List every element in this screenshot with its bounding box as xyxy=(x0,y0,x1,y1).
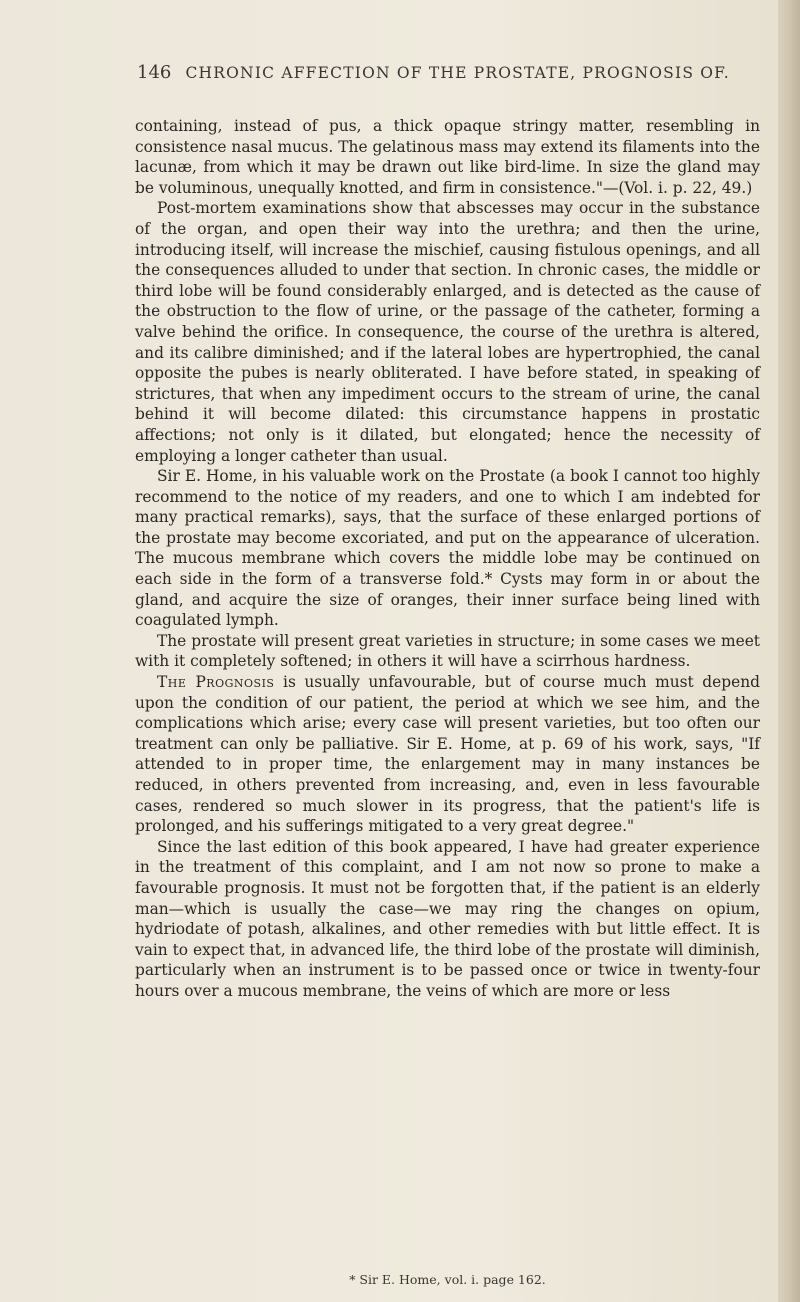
running-header xyxy=(137,62,757,83)
footnote: * Sir E. Home, vol. i. page 162. xyxy=(349,1272,546,1287)
paragraph: Since the last edition of this book appeared, I have had greater experience in the treatment of this complaint, and I am not now so prone to make a favourable prognosis. It must not be forgotten that, if the patient is an elderly man—which is usually the case—we may ring the changes on opium, hydriodate of potash, alkalines, and other remedies with but little effect. It is vain to expect that, in advanced life, the third lobe of the prostate will diminish, particularly when an instrument is to be passed once or twice in twenty-four hours over a mucous membrane, the veins of which are more or less xyxy=(135,837,760,1000)
running-title: CHRONIC AFFECTION OF THE PROSTATE, PROGNOSIS OF. xyxy=(185,64,730,82)
prognosis-lead: The Prognosis xyxy=(157,673,275,692)
page-edge xyxy=(778,0,800,1302)
paragraph: The prostate will present great varieties in structure; in some cases we meet with it completely softened; in others it will have a scirrhous hardness. xyxy=(135,631,760,671)
paragraph-prognosis xyxy=(135,672,760,837)
paragraph: Post-mortem examinations show that abscesses may occur in the substance of the organ, and open their way into the urethra; and then the urine, introducing itself, will increase the mischief, causing fistulous openings, and all the consequences alluded to under that section. In chronic cases, the middle or third lobe will be found considerably enlarged, and is detected as the cause of the obstruction to the flow of urine, or the passage of the catheter, forming a valve behind the orifice. In consequence, the course of the urethra is altered, and its calibre diminished; and if the lateral lobes are hypertrophied, the canal opposite the pubes is nearly obliterated. I have before stated, in speaking of strictures, that when any impediment occurs to the stream of urine, the canal behind it will become dilated: this circumstance happens in prostatic affections; not only is it dilated, but elongated; hence the necessity of employing a longer catheter than usual. xyxy=(135,199,760,465)
paragraph: Sir E. Home, in his valuable work on the Prostate (a book I cannot too highly recommend to the notice of my readers, and one to which I am indebted for many practical remarks), says, that the surface of these enlarged portions of the prostate may become excoriated, and put on the appearance of ulceration. The mucous membrane which covers the middle lobe may be continued on each side in the form of a transverse fold.* Cysts may form in or about the gland, and acquire the size of oranges, their inner surface being lined with coagulated lymph. xyxy=(135,467,760,630)
body-text xyxy=(135,116,760,1002)
paragraph-text: is usually unfavourable, but of course much must depend upon the condition of our patient, the period at which we see him, and the complications which arise; every case will present varieties, but too often our treatment can only be palliative. Sir E. Home, at p. 69 of his work, says, "If attended to in proper time, the enlargement may in many instances be reduced, in others prevented from increasing, and, even in less favourable cases, rendered so much slower in its progress, that the patient's life is prolonged, and his sufferings mitigated to a very great degree." xyxy=(135,673,760,836)
paragraph: containing, instead of pus, a thick opaque stringy matter, resembling in consistence nasal mucus. The gelatinous mass may extend its filaments into the lacunæ, from which it may be drawn out like bird-lime. In size the gland may be voluminous, unequally knotted, and firm in consistence."—(Vol. i. p. 22, 49.) xyxy=(135,117,760,197)
page-number: 146 xyxy=(137,62,172,83)
